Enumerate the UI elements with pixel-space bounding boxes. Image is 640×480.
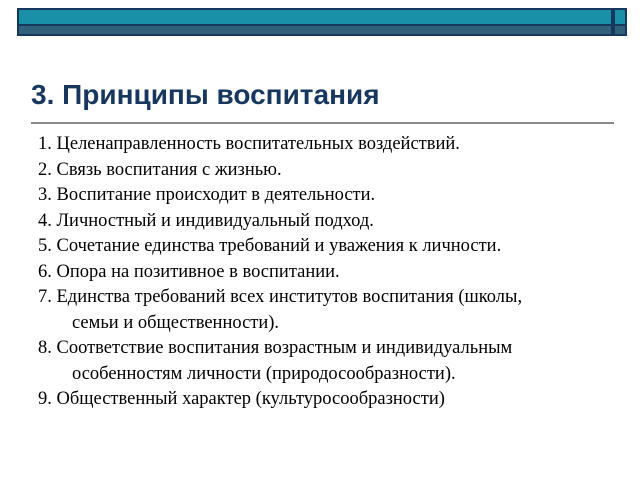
list-item [38,132,618,158]
list-item-continuation: особенностям личности (природосообразности). [72,363,456,384]
list-item-text: 8. Соответствие воспитания возрастным и индивидуальным [38,338,513,358]
list-item-text: 9. Общественный характер (культуросообразности) [38,389,445,409]
list-item [38,158,618,184]
header-decor-square-shadow [613,26,627,36]
slide-title: 3. Принципы воспитания [31,79,380,110]
list-item [38,234,618,260]
list-item [38,285,618,336]
list-item-text: 5. Сочетание единства требований и уважения к личности. [38,236,502,256]
list-item-text: 2. Связь воспитания с жизнью. [38,159,282,180]
list-item-text: 1. Целенаправленность воспитательных воздействий. [38,134,460,154]
title-divider [31,122,614,124]
list-item-text: 3. Воспитание происходит в деятельности. [38,185,376,205]
header-decor-square [613,8,627,26]
list-item-text: 6. Опора на позитивное в воспитании. [38,261,340,282]
principles-list [38,132,618,413]
list-item-text: 4. Личностный и индивидуальный подход. [38,210,374,231]
list-item [38,209,618,235]
list-item-text: 7. Единства требований всех институтов воспитания (школы, [38,287,523,307]
list-item [38,260,618,286]
header-decor-bar-shadow [17,26,613,36]
list-item [38,183,618,209]
list-item [38,336,618,387]
list-item-continuation: семьи и общественности). [72,312,280,333]
list-item [38,387,618,413]
header-decor-bar [17,8,613,26]
